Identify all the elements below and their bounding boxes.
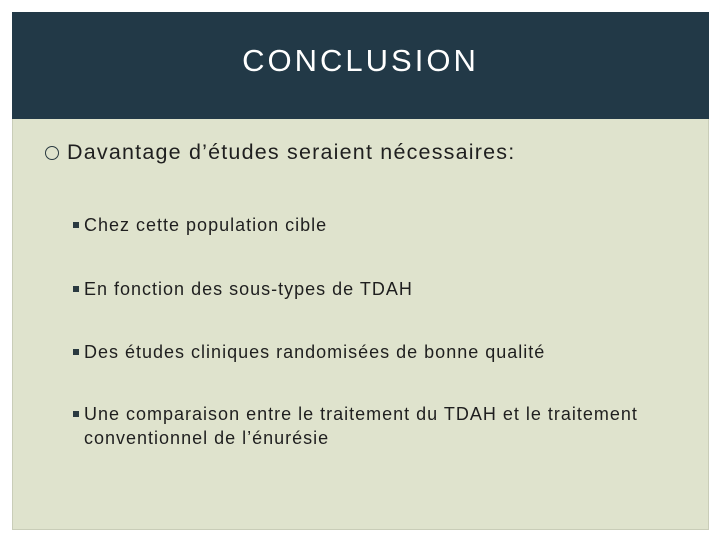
sub-bullet	[73, 213, 327, 237]
main-bullet-text: Davantage d’études seraient nécessaires:	[67, 140, 516, 164]
slide-title: CONCLUSION	[242, 42, 479, 78]
square-bullet-icon	[73, 411, 79, 417]
sub-bullet-text: Une comparaison entre le traitement du TDAH et le traitement conventionnel de l’énurésie	[84, 404, 638, 448]
title-bar	[12, 12, 709, 119]
square-bullet-icon	[73, 349, 79, 355]
sub-bullet	[73, 340, 545, 364]
slide-content	[45, 140, 690, 448]
circle-bullet-icon	[45, 146, 59, 160]
main-bullet	[45, 140, 690, 165]
sub-bullet-text: Chez cette population cible	[84, 215, 328, 235]
sub-bullet-text: Des études cliniques randomisées de bonne qualité	[84, 342, 546, 362]
sub-bullet	[73, 402, 673, 450]
square-bullet-icon	[73, 222, 79, 228]
sub-bullet	[73, 277, 413, 301]
square-bullet-icon	[73, 286, 79, 292]
sub-bullet-text: En fonction des sous-types de TDAH	[84, 279, 413, 299]
